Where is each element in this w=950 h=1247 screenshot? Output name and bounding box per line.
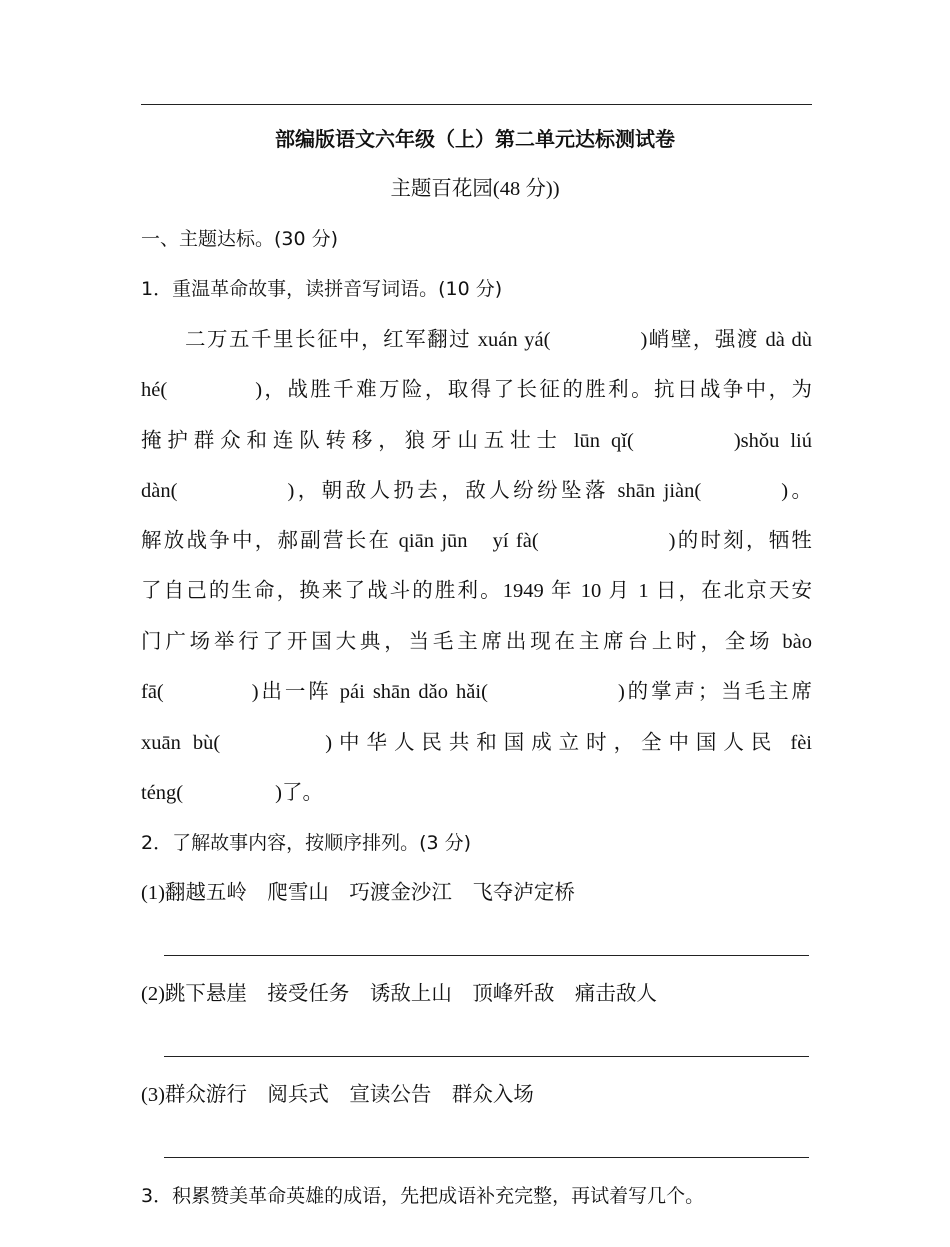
- passage-line: téng( )了。: [141, 782, 323, 804]
- passage-line: 掩护群众和连队转移，狼牙山五壮士 lūn qǐ( )shǒu liú: [141, 430, 812, 452]
- top-rule: [141, 104, 812, 105]
- question-1-prompt: 1．重温革命故事，读拼音写词语。(10 分): [141, 278, 503, 300]
- sequence-group-1: (1)翻越五岭 爬雪山 巧渡金沙江 飞夺泸定桥: [141, 882, 575, 904]
- passage-line: xuān bù( )中华人民共和国成立时，全中国人民 fèi: [141, 732, 812, 754]
- passage-line: 解放战争中，郝副营长在 qiān jūn yí fà( )的时刻，牺牲: [141, 530, 813, 552]
- page-subtitle: 主题百花园(48 分)): [390, 178, 560, 200]
- question-3-prompt: 3．积累赞美革命英雄的成语，先把成语补充完整，再试着写几个。: [141, 1185, 705, 1207]
- section-heading: 一、主题达标。(30 分): [141, 228, 339, 250]
- sequence-group-3: (3)群众游行 阅兵式 宣读公告 群众入场: [141, 1084, 534, 1106]
- passage-line: 二万五千里长征中，红军翻过 xuán yá( )峭壁，强渡 dà dù: [185, 329, 812, 351]
- passage-line: 了自己的生命，换来了战斗的胜利。1949 年 10 月 1 日，在北京天安: [141, 580, 812, 602]
- passage-line: dàn( )，朝敌人扔去，敌人纷纷坠落 shān jiàn( )。: [141, 480, 812, 502]
- page-title: 部编版语文六年级（上）第二单元达标测试卷: [275, 127, 675, 151]
- passage-line: hé( )，战胜千难万险，取得了长征的胜利。抗日战争中，为: [141, 379, 812, 401]
- answer-line[interactable]: [164, 955, 809, 956]
- answer-line[interactable]: [164, 1157, 809, 1158]
- passage-line: 门广场举行了开国大典，当毛主席出现在主席台上时，全场 bào: [141, 631, 812, 653]
- question-2-prompt: 2．了解故事内容，按顺序排列。(3 分): [141, 832, 472, 854]
- answer-line[interactable]: [164, 1056, 809, 1057]
- sequence-group-2: (2)跳下悬崖 接受任务 诱敌上山 顶峰歼敌 痛击敌人: [141, 983, 657, 1005]
- passage-line: fā( )出一阵 pái shān dǎo hǎi( )的掌声；当毛主席: [141, 681, 813, 703]
